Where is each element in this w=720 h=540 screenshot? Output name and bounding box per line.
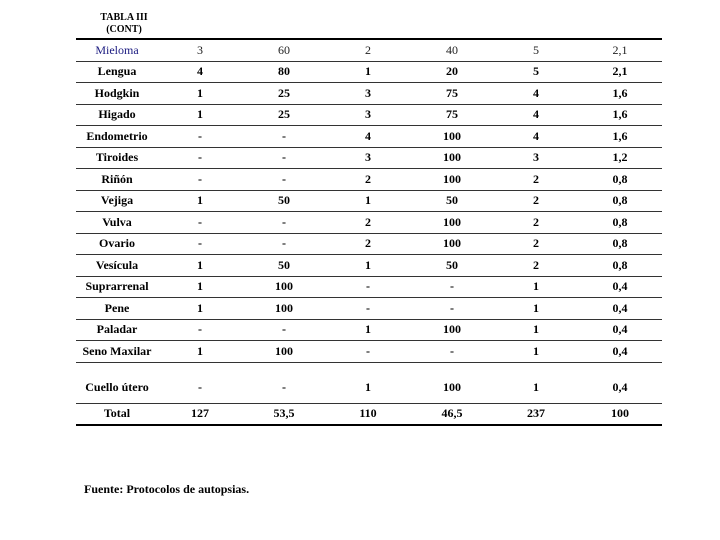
value-cell: 2 (326, 212, 410, 234)
value-cell: 1,6 (578, 104, 662, 126)
value-cell: 3 (158, 39, 242, 61)
value-cell: 0,8 (578, 233, 662, 255)
value-cell: - (410, 298, 494, 320)
value-cell: - (242, 319, 326, 341)
value-cell: 1 (158, 83, 242, 105)
table-row (76, 126, 662, 148)
value-cell: 1 (494, 341, 578, 363)
value-cell: 1 (158, 190, 242, 212)
table-row (76, 104, 662, 126)
table-row (76, 61, 662, 83)
data-table (76, 38, 662, 426)
value-cell: 1 (494, 298, 578, 320)
table-row (76, 362, 662, 403)
table-row (76, 233, 662, 255)
row-label-cell: Vejiga (76, 190, 158, 212)
value-cell: 4 (494, 83, 578, 105)
value-cell: - (158, 362, 242, 403)
table-row (76, 169, 662, 191)
value-cell: 2 (494, 190, 578, 212)
value-cell: - (158, 212, 242, 234)
value-cell: 110 (326, 403, 410, 425)
table-title: TABLA III (100, 12, 148, 23)
value-cell: 50 (410, 190, 494, 212)
row-label-cell: Pene (76, 298, 158, 320)
value-cell: 2 (494, 169, 578, 191)
value-cell: 1,2 (578, 147, 662, 169)
value-cell: 1 (326, 61, 410, 83)
value-cell: 1 (158, 276, 242, 298)
value-cell: 1 (494, 362, 578, 403)
value-cell: 4 (494, 104, 578, 126)
value-cell: 100 (410, 147, 494, 169)
value-cell: 2 (494, 212, 578, 234)
value-cell: 0,4 (578, 319, 662, 341)
value-cell: 4 (326, 126, 410, 148)
value-cell: 75 (410, 83, 494, 105)
value-cell: - (242, 126, 326, 148)
row-label-cell: Higado (76, 104, 158, 126)
table-subtitle: (CONT) (106, 24, 142, 35)
value-cell: 0,8 (578, 169, 662, 191)
value-cell: - (242, 362, 326, 403)
table-row (76, 39, 662, 61)
row-label-cell: Paladar (76, 319, 158, 341)
value-cell: 25 (242, 104, 326, 126)
row-label-cell: Ovario (76, 233, 158, 255)
row-label-cell: Lengua (76, 61, 158, 83)
value-cell: 5 (494, 61, 578, 83)
row-label-cell: Total (76, 403, 158, 425)
value-cell: 0,4 (578, 276, 662, 298)
value-cell: 100 (242, 298, 326, 320)
value-cell: 100 (410, 126, 494, 148)
value-cell: - (410, 341, 494, 363)
value-cell: 2 (494, 233, 578, 255)
value-cell: 1,6 (578, 83, 662, 105)
value-cell: 100 (410, 319, 494, 341)
table-row (76, 341, 662, 363)
value-cell: 2,1 (578, 61, 662, 83)
value-cell: 1 (158, 255, 242, 277)
value-cell: 100 (410, 212, 494, 234)
value-cell: 1 (158, 104, 242, 126)
table-heading (92, 12, 156, 36)
value-cell: 50 (242, 190, 326, 212)
value-cell: 1 (158, 298, 242, 320)
value-cell: 100 (242, 341, 326, 363)
row-label-cell: Vulva (76, 212, 158, 234)
value-cell: 46,5 (410, 403, 494, 425)
value-cell: 60 (242, 39, 326, 61)
value-cell: 100 (578, 403, 662, 425)
value-cell: - (158, 233, 242, 255)
value-cell: 0,4 (578, 362, 662, 403)
table-row (76, 276, 662, 298)
value-cell: 50 (242, 255, 326, 277)
row-label-cell: Suprarrenal (76, 276, 158, 298)
value-cell: 3 (326, 104, 410, 126)
value-cell: 0,8 (578, 212, 662, 234)
value-cell: 50 (410, 255, 494, 277)
table-row (76, 83, 662, 105)
value-cell: 1 (326, 190, 410, 212)
value-cell: 1 (158, 341, 242, 363)
value-cell: - (326, 298, 410, 320)
value-cell: 4 (158, 61, 242, 83)
value-cell: 100 (410, 362, 494, 403)
row-label-cell: Endometrio (76, 126, 158, 148)
value-cell: 1 (494, 276, 578, 298)
table-row (76, 298, 662, 320)
value-cell: 40 (410, 39, 494, 61)
value-cell: 100 (410, 233, 494, 255)
value-cell: 0,4 (578, 298, 662, 320)
table-body (76, 39, 662, 425)
value-cell: 3 (494, 147, 578, 169)
row-label-cell: Vesícula (76, 255, 158, 277)
value-cell: 75 (410, 104, 494, 126)
value-cell: 2,1 (578, 39, 662, 61)
row-label-cell: Hodgkin (76, 83, 158, 105)
value-cell: 2 (494, 255, 578, 277)
value-cell: 0,8 (578, 190, 662, 212)
value-cell: 4 (494, 126, 578, 148)
value-cell: - (158, 147, 242, 169)
value-cell: 1 (326, 255, 410, 277)
value-cell: 2 (326, 169, 410, 191)
value-cell: - (410, 276, 494, 298)
value-cell: 53,5 (242, 403, 326, 425)
table-row (76, 147, 662, 169)
value-cell: 0,8 (578, 255, 662, 277)
row-label-cell: Tiroides (76, 147, 158, 169)
value-cell: 3 (326, 83, 410, 105)
value-cell: 127 (158, 403, 242, 425)
row-label-cell: Seno Maxilar (76, 341, 158, 363)
value-cell: - (242, 169, 326, 191)
value-cell: 3 (326, 147, 410, 169)
value-cell: - (242, 147, 326, 169)
value-cell: - (158, 169, 242, 191)
value-cell: - (326, 276, 410, 298)
row-label-cell: Cuello útero (76, 362, 158, 403)
value-cell: 80 (242, 61, 326, 83)
row-label-cell: Riñón (76, 169, 158, 191)
table-row (76, 319, 662, 341)
value-cell: 237 (494, 403, 578, 425)
value-cell: 0,4 (578, 341, 662, 363)
value-cell: 2 (326, 233, 410, 255)
value-cell: 25 (242, 83, 326, 105)
row-label-cell: Mieloma (76, 39, 158, 61)
value-cell: 1,6 (578, 126, 662, 148)
value-cell: - (326, 341, 410, 363)
table-row (76, 212, 662, 234)
value-cell: - (158, 126, 242, 148)
value-cell: 100 (410, 169, 494, 191)
value-cell: 100 (242, 276, 326, 298)
value-cell: 20 (410, 61, 494, 83)
table-row (76, 255, 662, 277)
value-cell: - (242, 233, 326, 255)
value-cell: 1 (494, 319, 578, 341)
total-row (76, 403, 662, 425)
value-cell: - (158, 319, 242, 341)
value-cell: 5 (494, 39, 578, 61)
value-cell: 2 (326, 39, 410, 61)
table-row (76, 190, 662, 212)
source-note: Fuente: Protocolos de autopsias. (84, 482, 250, 496)
value-cell: 1 (326, 362, 410, 403)
value-cell: 1 (326, 319, 410, 341)
value-cell: - (242, 212, 326, 234)
